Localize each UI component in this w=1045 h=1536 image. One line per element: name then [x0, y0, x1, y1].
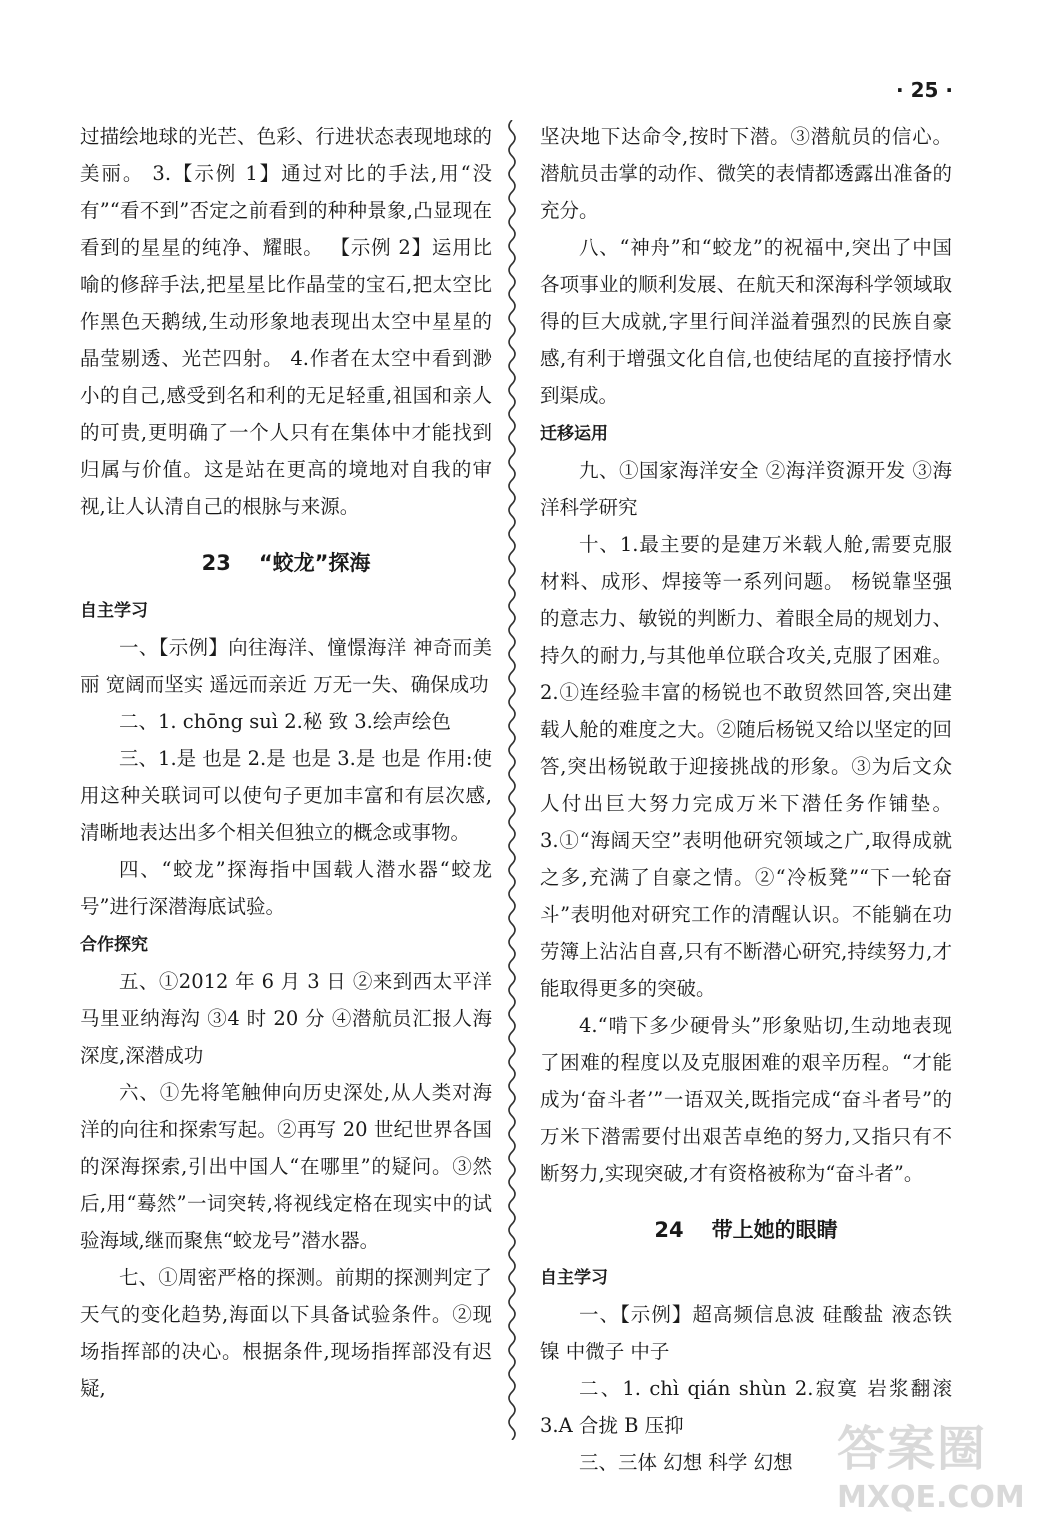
section-label: 自主学习	[540, 1268, 608, 1288]
column-divider	[503, 120, 521, 1440]
chapter-number: 24	[654, 1218, 684, 1242]
answer-item: 六、①先将笔触伸向历史深处,从人类对海洋的向往和探索写起。②再写 20 世纪世界各国的深海探索,引出中国人“在哪里”的疑问。③然后,用“蓦然”一词突转,将视线定格在现实中的试验海域,继而聚焦“蛟龙号”潜水器。	[80, 1081, 492, 1252]
answer-item: 五、①2012 年 6 月 3 日 ②来到西太平洋马里亚纳海沟 ③4 时 20 分 ④潜航员汇报人海深度,深潜成功	[80, 970, 492, 1067]
chapter-number: 23	[201, 551, 231, 575]
section-label: 迁移运用	[540, 424, 608, 444]
answer-item: 一、【示例】超高频信息波 硅酸盐 液态铁镍 中微子 中子	[540, 1303, 952, 1363]
answer-item: 九、①国家海洋安全 ②海洋资源开发 ③海洋科学研究	[540, 459, 952, 519]
watermark	[837, 1418, 1027, 1528]
answer-item: 三、1.是 也是 2.是 也是 3.是 也是 作用:使用这种关联词可以使句子更加丰富和有层次感,清晰地表达出多个相关但独立的概念或事物。	[80, 747, 492, 844]
paragraph: 坚决地下达命令,按时下潜。③潜航员的信心。潜航员击掌的动作、微笑的表情都透露出准备的充分。	[540, 125, 952, 222]
watermark-text: 答案圈	[837, 1421, 988, 1477]
section-label: 自主学习	[80, 601, 148, 621]
section-label: 合作探究	[80, 935, 148, 955]
chapter-title: “蛟龙”探海	[258, 551, 371, 575]
paragraph: 过描绘地球的光芒、色彩、行进状态表现地球的美丽。 3.【示例 1】通过对比的手法,用“没有”“看不到”否定之前看到的种种景象,凸显现在看到的星星的纯净、耀眼。 【示例 2】运用比喻的修辞手法,把星星比作晶莹的宝石,把太空比作黑色天鹅绒,生动形象地表现出太空中星星的晶莹剔透、光芒四射。 4.作者在太空中看到渺小的自己,感受到名和利的无足轻重,祖国和亲人的可贵,更明确了一个人只有在集体中才能找到归属与价值。这是站在更高的境地对自我的审视,让人认清自己的根脉与来源。	[80, 125, 492, 518]
page-number: · 25 ·	[896, 78, 953, 102]
answer-item: 4.“啃下多少硬骨头”形象贴切,生动地表现了困难的程度以及克服困难的艰辛历程。“才能成为‘奋斗者’”一语双关,既指完成“奋斗者号”的万米下潜需要付出艰苦卓绝的努力,又指只有不断努力,实现突破,才有资格被称为“奋斗者”。	[540, 1014, 952, 1185]
answer-item: 四、“蛟龙”探海指中国载人潜水器“蛟龙号”进行深潜海底试验。	[80, 858, 492, 918]
answer-item: 一、【示例】向往海洋、憧憬海洋 神奇而美丽 宽阔而坚实 遥远而亲近 万无一失、确保成功	[80, 636, 492, 696]
watermark-url: MXQE.COM	[837, 1480, 1025, 1515]
answer-item: 七、①周密严格的探测。前期的探测判定了天气的变化趋势,海面以下具备试验条件。②现场指挥部的决心。根据条件,现场指挥部没有迟疑,	[80, 1266, 492, 1400]
answer-item: 三、三体 幻想 科学 幻想	[579, 1451, 793, 1474]
answer-item: 二、1. chōng suì 2.秘 致 3.绘声绘色	[119, 710, 451, 733]
right-column	[540, 118, 952, 1481]
answer-item: 十、1.最主要的是建万米载人舱,需要克服材料、成形、焊接等一系列问题。 杨锐靠坚强的意志力、敏锐的判断力、着眼全局的规划力、持久的耐力,与其他单位联合攻关,克服了困难。 2.①连经验丰富的杨锐也不敢贸然回答,突出建载人舱的难度之大。②随后杨锐又给以坚定的回答,突出杨锐敢于迎接挑战的形象。③为后文众人付出巨大努力完成万米下潜任务作铺垫。 3.①“海阔天空”表明他研究领域之广,取得成就之多,充满了自豪之情。②“冷板凳”“下一轮奋斗”表明他对研究工作的清醒认识。不能躺在功劳簿上沾沾自喜,只有不断潜心研究,持续努力,才能取得更多的突破。	[540, 533, 952, 1000]
chapter-title: 带上她的眼睛	[711, 1218, 838, 1242]
answer-item: 二、1. chì qián shùn 2.寂寞 岩浆翻滚 3.A 合拢 B 压抑	[540, 1377, 952, 1437]
answer-item: 八、“神舟”和“蛟龙”的祝福中,突出了中国各项事业的顺利发展、在航天和深海科学领域取得的巨大成就,字里行间洋溢着强烈的民族自豪感,有利于增强文化自信,也使结尾的直接抒情水到渠成。	[540, 236, 952, 407]
left-column	[80, 118, 492, 1407]
chapter-heading-23	[80, 543, 492, 583]
chapter-heading-24	[540, 1210, 952, 1250]
